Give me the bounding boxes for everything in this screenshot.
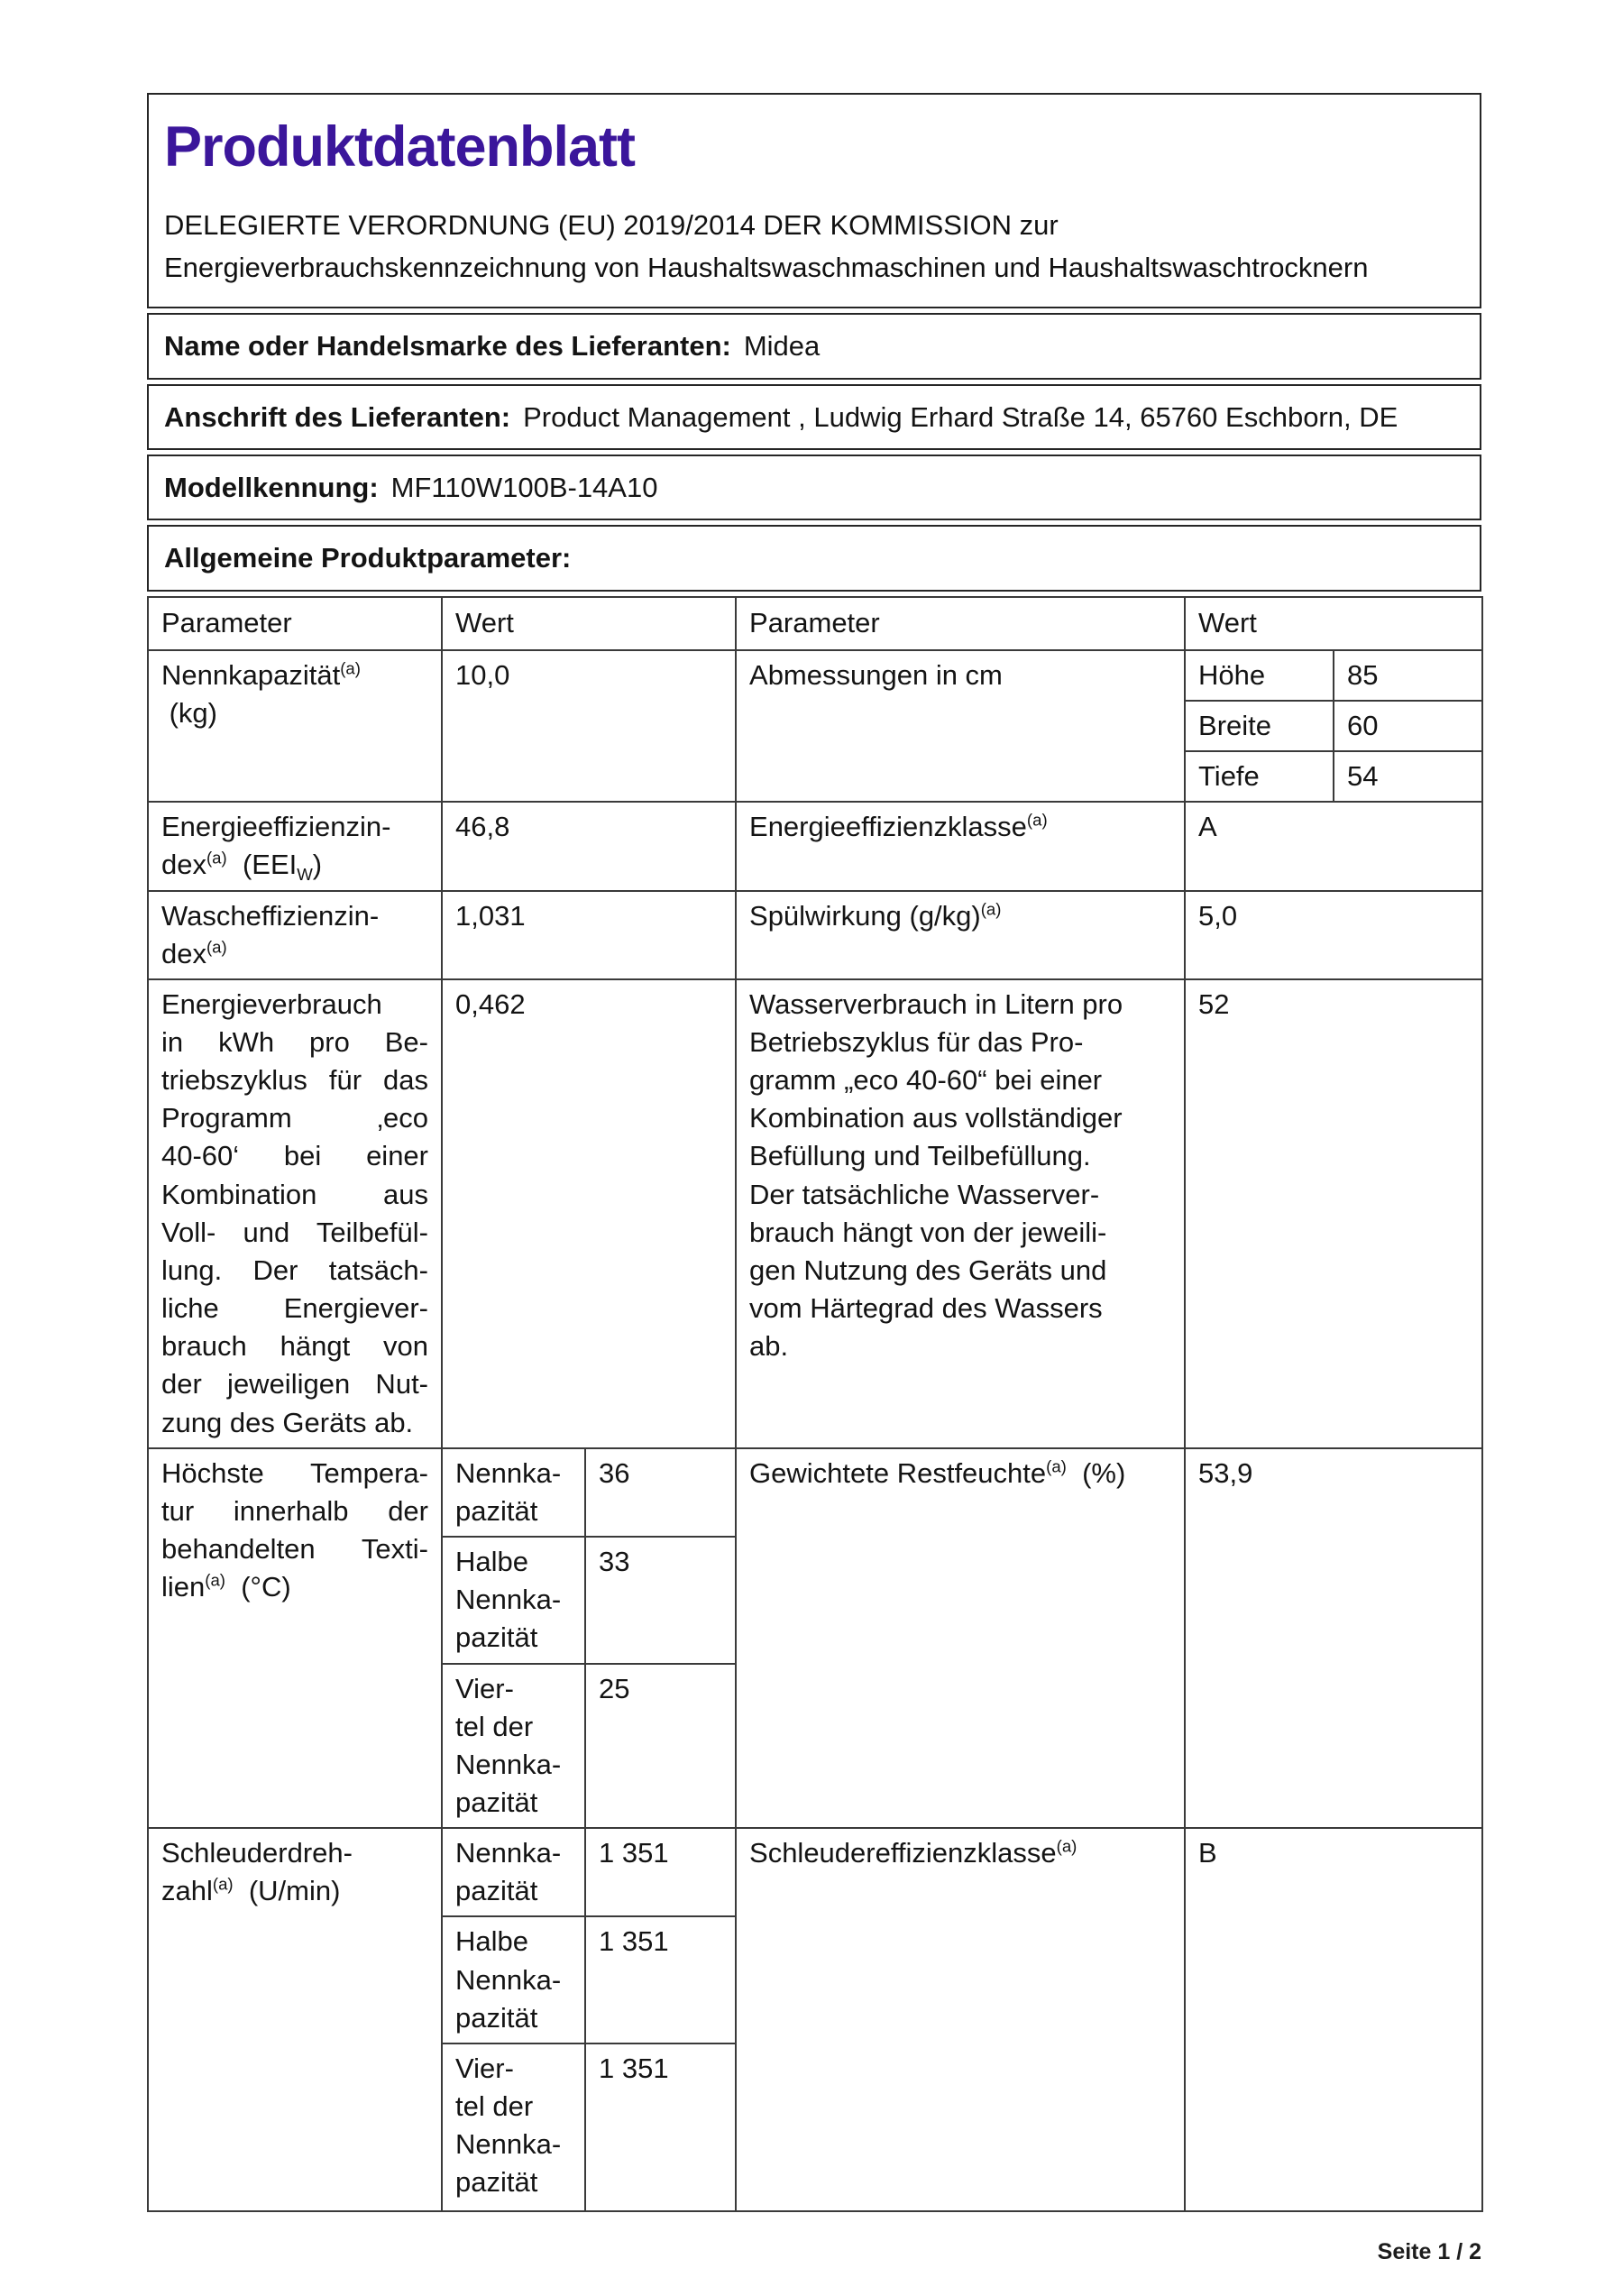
regulation-subtitle: DELEGIERTE VERORDNUNG (EU) 2019/2014 DER KOMMISSION zur Energieverbrauchskennzeichnung von Haushaltswaschmaschinen und Haushaltswaschtrocknern <box>164 209 1369 283</box>
supplier-address-label: Anschrift des Lieferanten: <box>164 400 511 433</box>
cell-nennkapazitaet-label: Nennkapazität$^{(a)}$ (kg) <box>148 650 442 802</box>
header-wert-right: Wert <box>1185 597 1482 650</box>
supplier-name-label: Name oder Handelsmarke des Lieferanten: <box>164 330 731 363</box>
model-box <box>147 455 1481 520</box>
cell-temp-viertel-label: Vier- tel der Nennka- pazität <box>442 1664 585 1829</box>
cell-drehzahl-halbe-label: Halbe Nennka- pazität <box>442 1916 585 2043</box>
cell-wasserverbrauch-label: Wasserverbrauch in Litern pro Betriebszyklus für das Pro- gramm „eco 40-60“ bei einer Kombination aus vollständiger Befüllung und Teilbefüllung. Der tatsächliche Wasserver- brauch hängt von der jeweili- gen Nutzung des Geräts und vom Härtegrad des Wassers ab. <box>736 979 1185 1448</box>
cell-temperatur-label: Höchste Tempera- tur innerhalb der behandelten Texti- lien$^{(a)}$ (°C) <box>148 1448 442 1828</box>
supplier-name-box <box>147 313 1481 379</box>
page-number: Seite 1 / 2 <box>1377 2238 1481 2264</box>
cell-drehzahl-nennkapazitaet-value: 1 351 <box>585 1828 736 1916</box>
cell-wascheffizienz-value: 1,031 <box>442 891 736 979</box>
cell-hoehe-label: Höhe <box>1185 650 1334 701</box>
title-box <box>147 93 1481 308</box>
cell-restfeuchte-value: 53,9 <box>1185 1448 1482 1828</box>
cell-effizienzklasse-value: A <box>1185 802 1482 890</box>
header-parameter-right: Parameter <box>736 597 1185 650</box>
general-parameters-box <box>147 525 1481 591</box>
cell-tiefe-label: Tiefe <box>1185 751 1334 802</box>
cell-schleudereffizienz-value: B <box>1185 1828 1482 2211</box>
cell-eei-label: Energieeffizienzin- dex$^{(a)}$ $(EEI_W)$ <box>148 802 442 890</box>
row-schleuderdrehzahl <box>148 1828 1482 1916</box>
cell-temp-nennkapazitaet-label: Nennka- pazität <box>442 1448 585 1537</box>
cell-temp-viertel-value: 25 <box>585 1664 736 1829</box>
cell-tiefe-value: 54 <box>1334 751 1482 802</box>
general-parameters-label: Allgemeine Produktparameter: <box>164 542 572 574</box>
page-title: Produktdatenblatt <box>164 115 636 179</box>
cell-nennkapazitaet-value: 10,0 <box>442 650 736 802</box>
row-hoechste-temperatur <box>148 1448 1482 1537</box>
cell-temp-nennkapazitaet-value: 36 <box>585 1448 736 1537</box>
supplier-name-value: Midea <box>743 330 821 363</box>
cell-restfeuchte-label: Gewichtete Restfeuchte$^{(a)}$ (%) <box>736 1448 1185 1828</box>
cell-temp-halbe-label: Halbe Nennka- pazität <box>442 1537 585 1663</box>
supplier-address-box <box>147 384 1481 450</box>
table-header-row <box>148 597 1482 650</box>
model-value: MF110W100B-14A10 <box>390 471 658 503</box>
cell-eei-value: 46,8 <box>442 802 736 890</box>
row-energieeffizienzindex <box>148 802 1482 890</box>
cell-hoehe-value: 85 <box>1334 650 1482 701</box>
cell-drehzahl-viertel-label: Vier- tel der Nennka- pazität <box>442 2043 585 2211</box>
row-wascheffizienzindex <box>148 891 1482 979</box>
cell-wascheffizienz-label: Wascheffizienzin- dex$^{(a)}$ <box>148 891 442 979</box>
parameters-table <box>147 596 1483 2212</box>
cell-drehzahl-viertel-value: 1 351 <box>585 2043 736 2211</box>
header-parameter-left: Parameter <box>148 597 442 650</box>
cell-abmessungen-label: Abmessungen in cm <box>736 650 1185 802</box>
supplier-address-value: Product Management , Ludwig Erhard Straße 14, 65760 Eschborn, DE <box>523 400 1398 433</box>
cell-drehzahl-nennkapazitaet-label: Nennka- pazität <box>442 1828 585 1916</box>
cell-wasserverbrauch-value: 52 <box>1185 979 1482 1448</box>
cell-breite-value: 60 <box>1334 701 1482 751</box>
cell-spuelwirkung-value: 5,0 <box>1185 891 1482 979</box>
row-nennkapazitaet <box>148 650 1482 701</box>
cell-energieverbrauch-label: Energieverbrauch in kWh pro Be- triebszyklus für das Programm ‚eco 40-60‘ bei einer Kombination aus Voll- und Teilbefül- lung. Der tatsäch- liche Energiever- brauch hängt von der jeweiligen Nut- zung des Geräts ab. <box>148 979 442 1448</box>
model-label: Modellkennung: <box>164 471 379 503</box>
cell-effizienzklasse-label: Energieeffizienzklasse$^{(a)}$ <box>736 802 1185 890</box>
cell-breite-label: Breite <box>1185 701 1334 751</box>
cell-temp-halbe-value: 33 <box>585 1537 736 1663</box>
cell-schleudereffizienz-label: Schleudereffizienzklasse$^{(a)}$ <box>736 1828 1185 2211</box>
cell-drehzahl-halbe-value: 1 351 <box>585 1916 736 2043</box>
cell-energieverbrauch-value: 0,462 <box>442 979 736 1448</box>
header-wert-left: Wert <box>442 597 736 650</box>
row-energieverbrauch <box>148 979 1482 1448</box>
cell-schleuderdrehzahl-label: Schleuderdreh- zahl$^{(a)}$ (U/min) <box>148 1828 442 2211</box>
cell-spuelwirkung-label: Spülwirkung $(g/kg)^{(a)}$ <box>736 891 1185 979</box>
document-page <box>147 93 1481 2265</box>
